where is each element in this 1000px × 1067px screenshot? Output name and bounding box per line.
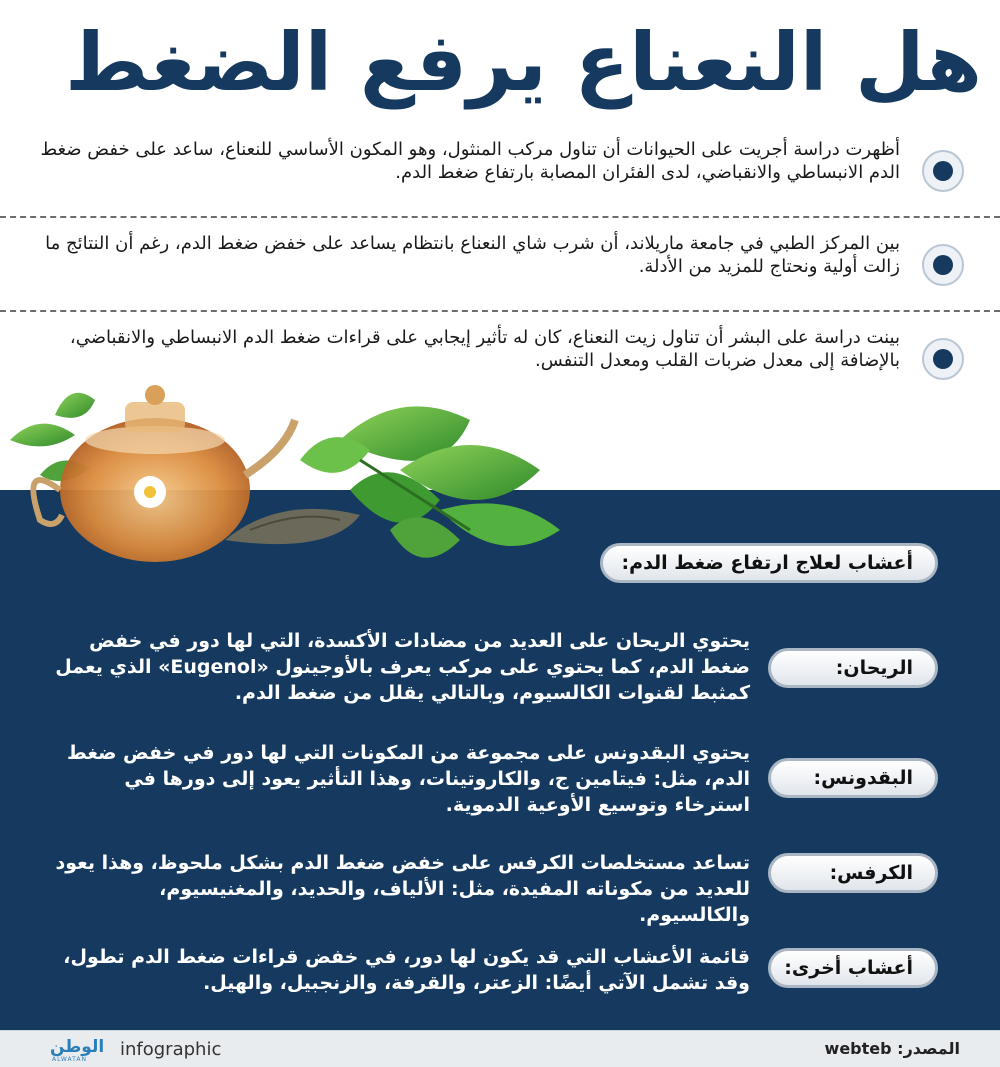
herb-text-basil: يحتوي الريحان على العديد من مضادات الأكسدة، التي لها دور في خفض ضغط الدم، كما يحتوي على مركب يعرف بالأوجينول «Eugenol» الذي يعمل كمثبط لقنوات الكالسيوم، وبالتالي يقلل من ضغط الدم.	[55, 630, 750, 704]
page-title: هل النعناع يرفع الضغط	[65, 16, 982, 109]
herb-name-parsley: البقدونس:	[768, 758, 938, 798]
dashed-divider	[0, 310, 1000, 312]
fact-text: أظهرت دراسة أجريت على الحيوانات أن تناول مركب المنثول، وهو المكون الأساسي للنعناع، ساعد على خفض ضغط الدم الانبساطي والانقباضي، لدى الفئران المصابة بارتفاع ضغط الدم.	[40, 139, 900, 183]
herb-text-celery: تساعد مستخلصات الكرفس على خفض ضغط الدم بشكل ملحوظ، وهذا يعود للعديد من مكوناته المفيدة، مثل: الألياف، والحديد، والمغنيسيوم، والكالسيوم.	[55, 852, 750, 926]
herb-name-others: أعشاب أخرى:	[768, 948, 938, 988]
herb-name-basil: الريحان:	[768, 648, 938, 688]
source-label: المصدر: webteb	[824, 1039, 960, 1058]
dashed-divider	[0, 216, 1000, 218]
herb-text-others: قائمة الأعشاب التي قد يكون لها دور، في خفض قراءات ضغط الدم تطول، وقد تشمل الآتي أيضًا: الزعتر، والقرفة، والزنجبيل، والهيل.	[63, 946, 750, 994]
circle-bullet-icon	[922, 338, 964, 380]
fact-text: بينت دراسة على البشر أن تناول زيت النعناع، كان له تأثير إيجابي على قراءات ضغط الدم الانبساطي والانقباضي، بالإضافة إلى معدل ضربات القلب ومعدل التنفس.	[69, 327, 900, 371]
fact-text: بين المركز الطبي في جامعة ماريلاند، أن شرب شاي النعناع بانتظام يساعد على خفض ضغط الدم، رغم أن النتائج ما زالت أولية ونحتاج للمزيد من الأدلة.	[45, 233, 900, 277]
circle-bullet-icon	[922, 150, 964, 192]
infographic-tag: infographic	[120, 1039, 222, 1060]
herb-name-celery: الكرفس:	[768, 853, 938, 893]
herbs-heading: أعشاب لعلاج ارتفاع ضغط الدم:	[600, 543, 938, 583]
alwatan-logo: الوطن	[50, 1037, 105, 1057]
alwatan-logo-subtitle: ALWATAN	[52, 1056, 87, 1063]
circle-bullet-icon	[922, 244, 964, 286]
footer-bar	[0, 1030, 1000, 1067]
herb-text-parsley: يحتوي البقدونس على مجموعة من المكونات التي لها دور في خفض ضغط الدم، مثل: فيتامين ج، والكاروتينات، وهذا التأثير يعود إلى دورها في استرخاء وتوسيع الأوعية الدموية.	[67, 742, 750, 816]
mint-teapot-illustration	[0, 380, 600, 590]
